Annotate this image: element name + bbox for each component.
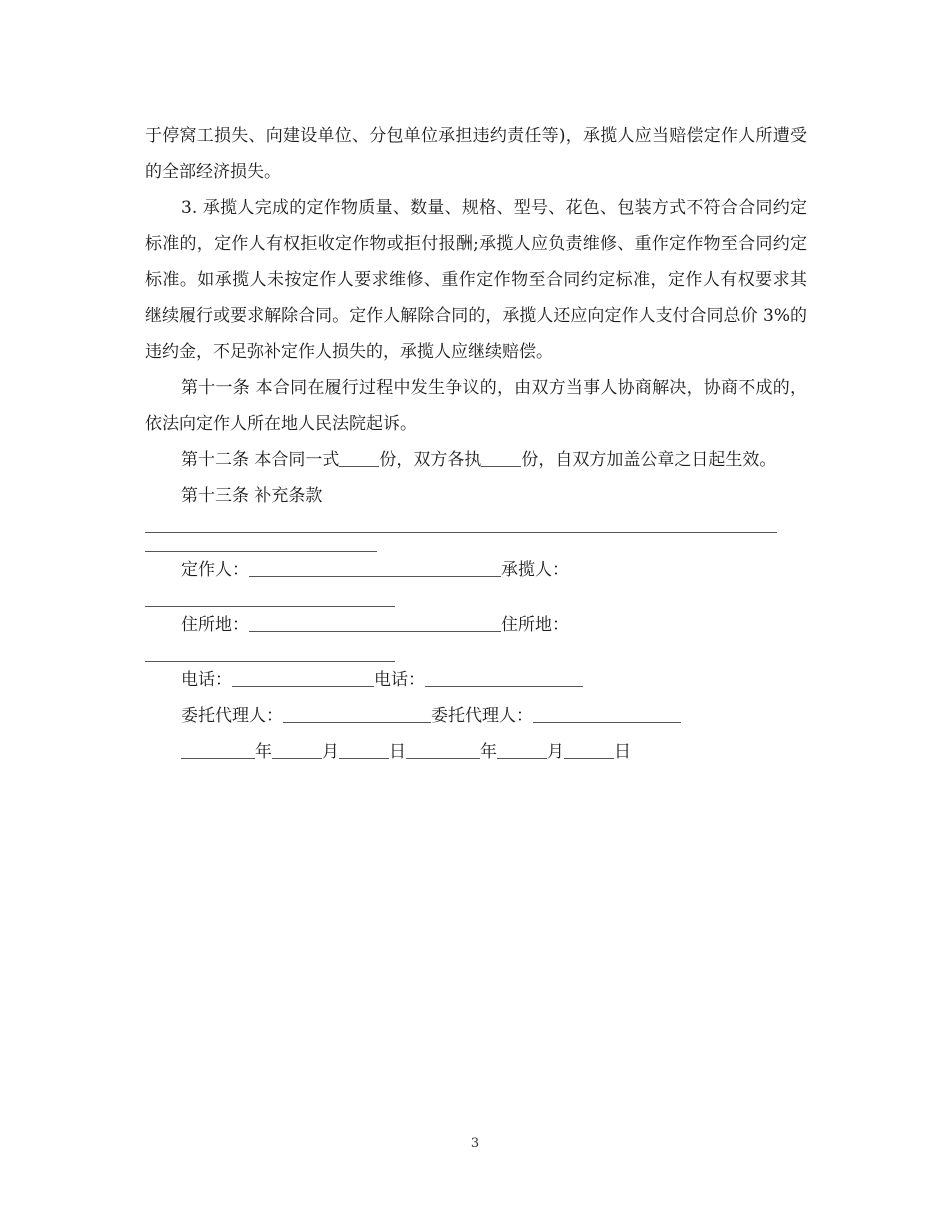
phone-b-label: 电话： [374,670,425,690]
party-a-blank[interactable] [249,558,501,577]
copies-total-blank[interactable] [339,448,379,467]
article-12-text-b: 份，双方各执 [379,450,482,470]
date-a-day-blank[interactable] [339,740,389,759]
supplementary-line-2[interactable] [145,533,377,552]
party-row [145,552,807,588]
address-a-label: 住所地： [181,615,249,635]
paragraph-article-11: 第十一条 本合同在履行过程中发生争议的，由双方当事人协商解决，协商不成的，依法向定作人所在地人民法院起诉。 [145,378,807,434]
party-b-label: 承揽人： [501,560,569,580]
phone-a-blank[interactable] [232,668,374,687]
paragraph-article-13: 第十三条 补充条款 [181,486,323,506]
address-a-blank[interactable] [249,613,501,632]
copies-each-blank[interactable] [481,448,521,467]
date-b-year-blank[interactable] [406,740,480,759]
date-b-day-label: 日 [614,742,631,762]
paragraph-clause-3: 3. 承揽人完成的定作物质量、数量、规格、型号、花色、包装方式不符合合同约定标准的，定作人有权拒收定作物或拒付报酬;承揽人应负责维修、重作定作物至合同约定标准。如承揽人未按定作人要求维修、重作定作物至合同约定标准，定作人有权要求其继续履行或要求解除合同。定作人解除合同的，承揽人还应向定作人支付合同总价 3%的违约金，不足弥补定作人损失的，承揽人应继续赔偿。 [145,198,807,362]
supplementary-terms-lines[interactable] [145,514,807,552]
supplementary-line-1[interactable] [145,514,777,533]
agent-b-blank[interactable] [533,704,681,723]
phone-a-label: 电话： [181,670,232,690]
date-row [145,734,807,770]
date-a-day-label: 日 [389,742,406,762]
party-b-blank[interactable] [145,588,395,607]
agent-a-label: 委托代理人： [181,706,283,726]
paragraph-liability-continued: 于停窝工损失、向建设单位、分包单位承担违约责任等)，承揽人应当赔偿定作人所遭受的全部经济损失。 [145,126,807,182]
address-b-label: 住所地： [501,615,569,635]
address-b-blank[interactable] [145,643,395,662]
signature-block [145,552,807,770]
phone-row [145,662,807,698]
date-a-year-label: 年 [255,742,272,762]
date-b-day-blank[interactable] [564,740,614,759]
paragraph-article-12 [145,442,807,478]
date-a-month-blank[interactable] [272,740,322,759]
agent-b-label: 委托代理人： [431,706,533,726]
article-12-text-c: 份，自双方加盖公章之日起生效。 [521,450,777,470]
address-row [145,607,807,643]
article-12-text-a: 第十二条 本合同一式 [181,450,340,470]
date-a-year-blank[interactable] [181,740,255,759]
party-a-label: 定作人： [181,560,249,580]
date-b-month-label: 月 [547,742,564,762]
phone-b-blank[interactable] [425,668,583,687]
document-body [145,118,807,770]
date-a-month-label: 月 [322,742,339,762]
date-b-month-blank[interactable] [497,740,547,759]
page-number: 3 [470,1136,480,1151]
date-b-year-label: 年 [480,742,497,762]
agent-row [145,698,807,734]
agent-a-blank[interactable] [283,704,431,723]
